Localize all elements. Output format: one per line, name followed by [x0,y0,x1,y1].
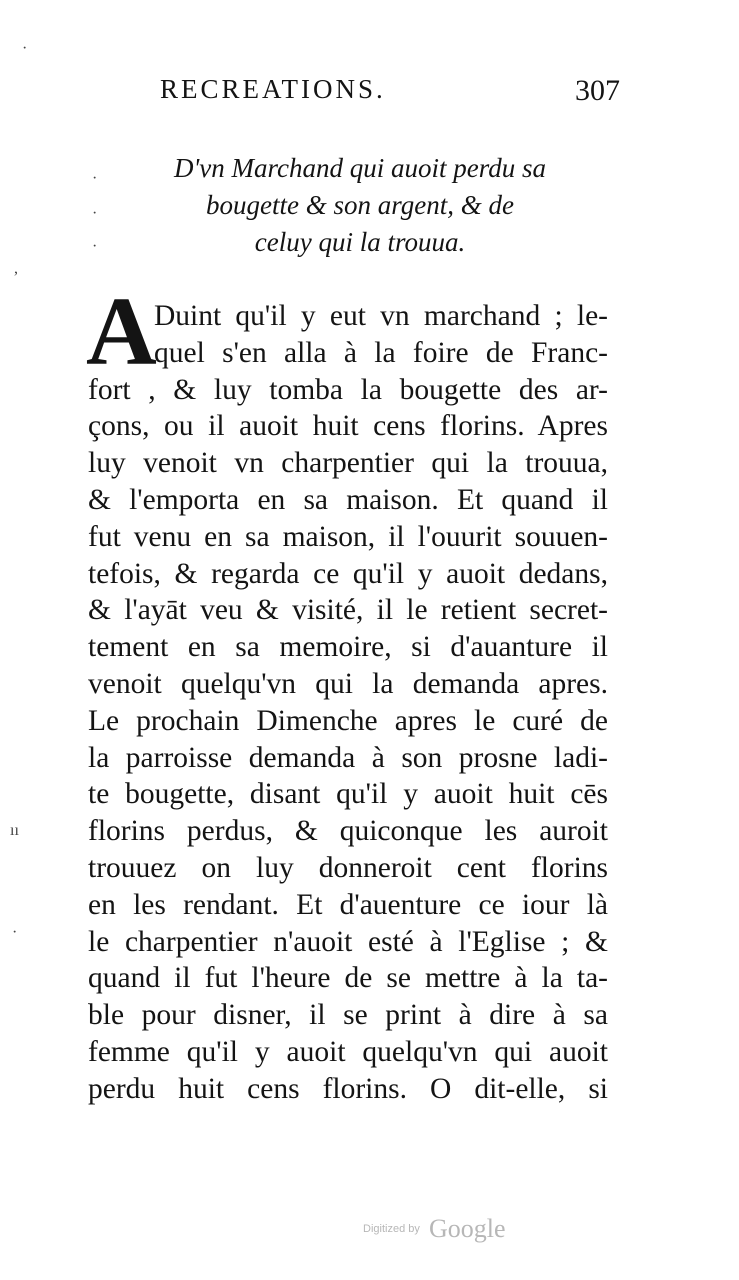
text-line: en les rendant. Et d'auenture ce iour là [88,888,608,921]
chapter-heading-line: bougette & son argent, & de [206,190,514,220]
chapter-heading-line: celuy qui la trouua. [254,227,466,257]
text-line: florins perdus, & quiconque les auroit [88,815,608,848]
text-line: perdu huit cens florins. O dit-elle, si [88,1072,608,1105]
scan-speck: , [14,260,18,277]
chapter-heading [110,150,610,261]
google-logo: Google [428,1214,506,1243]
running-head [160,74,620,114]
running-title: RECREATIONS. [160,74,386,104]
text-line: çons, ou il auoit huit cens florins. Apres [88,410,608,443]
text-line: tement en sa memoire, si d'auanture il [88,631,608,664]
text-line: quel s'en alla à la foire de Franc- [154,336,608,369]
text-line: femme qu'il y auoit quelqu'vn qui auoit [88,1035,608,1068]
drop-cap: A [86,278,157,386]
text-line: trouuez on luy donneroit cent florins [88,851,608,884]
text-line: fort , & luy tomba la bougette des ar- [88,373,608,406]
text-line: Le prochain Dimenche apres le curé de [88,704,608,737]
text-line: ble pour disner, il se print à dire à sa [88,999,608,1032]
body-text [88,298,608,1108]
digitized-watermark [363,1214,506,1244]
text-line: venoit quelqu'vn qui la demanda apres. [88,667,608,700]
scan-speck: · [92,205,98,222]
text-line: Duint qu'il y eut vn marchand ; le- [154,300,608,332]
text-line: quand il fut l'heure de se mettre à la ta- [88,962,608,995]
scan-speck: · [12,924,18,941]
text-line: tefois, & regarda ce qu'il y auoit dedans, [88,557,608,590]
scan-speck: · [92,238,98,255]
text-line: & l'ayāt veu & visité, il le retient secret- [88,594,608,627]
text-line: te bougette, disant qu'il y auoit huit cēs [88,778,608,811]
page-number: 307 [575,74,620,107]
watermark-prefix: Digitized by [363,1223,420,1235]
text-line: la parroisse demanda à son prosne ladi- [88,741,608,774]
chapter-heading-line: D'vn Marchand qui auoit perdu sa [174,153,546,183]
text-line: & l'emporta en sa maison. Et quand il [88,483,608,516]
text-line: fut venu en sa maison, il l'ouurit souuen- [88,520,608,553]
scan-speck: · [92,170,98,187]
scan-speck: ıı [10,822,19,839]
text-line: luy venoit vn charpentier qui la trouua, [88,447,608,480]
text-line: le charpentier n'auoit esté à l'Eglise ; & [88,925,608,958]
scan-speck: · [22,40,28,57]
